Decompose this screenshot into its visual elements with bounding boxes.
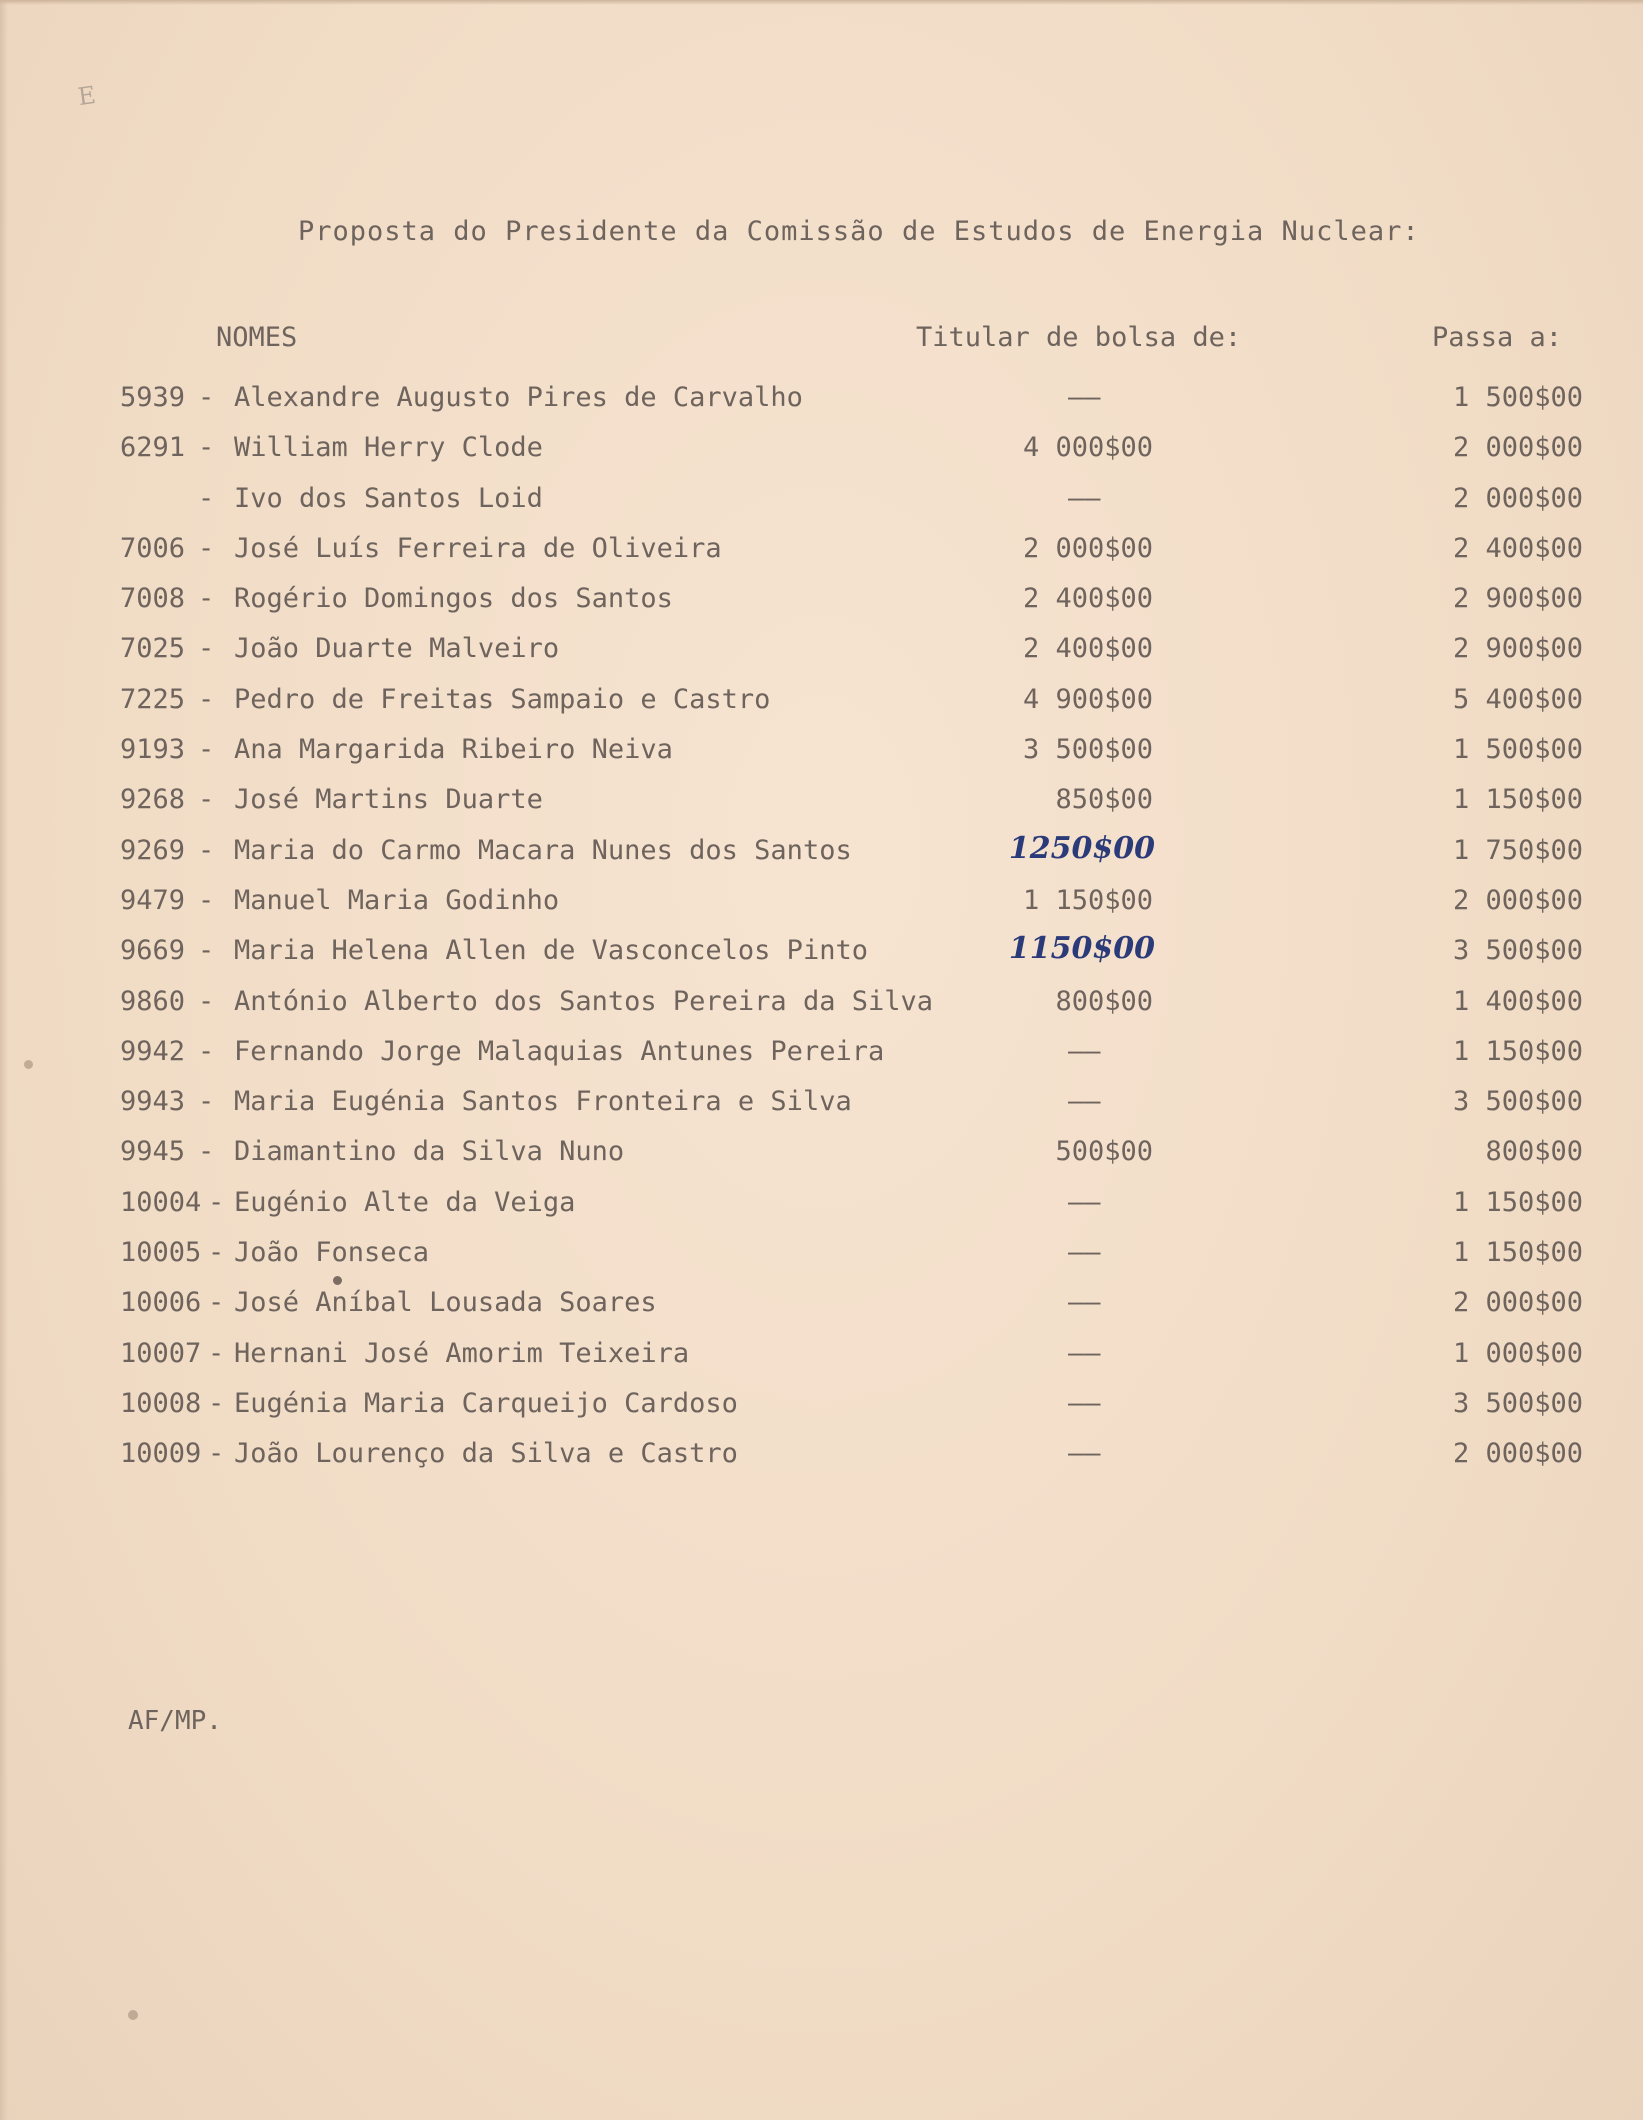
row-titular: 4 000$00 <box>1022 432 1153 464</box>
table-row <box>0 378 1643 428</box>
row-separator: - <box>208 1387 225 1419</box>
row-titular: —— <box>1068 1237 1101 1269</box>
row-passa: 2 000$00 <box>1452 482 1583 514</box>
row-titular: —— <box>1068 1287 1101 1319</box>
row-number: 10006 <box>120 1287 202 1319</box>
table-row <box>0 1334 1643 1384</box>
row-name: Rogério Domingos dos Santos <box>234 583 673 615</box>
table-row <box>0 1434 1643 1484</box>
row-name: Fernando Jorge Malaquias Antunes Pereira <box>234 1035 885 1067</box>
row-titular: —— <box>1068 1086 1101 1118</box>
row-titular: 800$00 <box>1055 985 1153 1017</box>
row-passa: 1 500$00 <box>1452 382 1583 413</box>
row-titular: 3 500$00 <box>1022 734 1153 766</box>
row-separator: - <box>198 784 215 816</box>
scholarship-table <box>0 378 1643 1485</box>
table-row <box>0 479 1643 529</box>
row-passa: 2 900$00 <box>1452 583 1583 615</box>
row-passa: 1 400$00 <box>1452 985 1583 1017</box>
row-number: 9479 <box>120 884 186 916</box>
row-number: 7006 <box>120 532 186 564</box>
row-passa: 1 500$00 <box>1452 734 1583 766</box>
table-row <box>0 579 1643 629</box>
row-number: 9945 <box>120 1136 186 1168</box>
row-name: Eugénio Alte da Veiga <box>234 1186 576 1218</box>
row-number: 9669 <box>120 935 186 967</box>
row-number: 9268 <box>120 784 186 816</box>
row-name: José Luís Ferreira de Oliveira <box>234 532 722 564</box>
row-number: 10005 <box>120 1237 202 1269</box>
page-edge-top <box>0 0 1643 5</box>
row-separator: - <box>198 734 215 766</box>
row-titular: —— <box>1068 1387 1101 1419</box>
row-passa: 3 500$00 <box>1452 935 1583 967</box>
row-number: 9193 <box>120 734 186 766</box>
row-titular: —— <box>1068 1186 1101 1218</box>
row-passa: 1 750$00 <box>1452 834 1583 866</box>
row-name: António Alberto dos Santos Pereira da Silva <box>234 985 933 1017</box>
row-passa: 3 500$00 <box>1452 1086 1583 1118</box>
row-passa: 2 000$00 <box>1452 432 1583 464</box>
row-titular: 500$00 <box>1055 1136 1153 1168</box>
paper-speck <box>24 1060 33 1069</box>
row-separator: - <box>198 884 215 916</box>
row-name: Manuel Maria Godinho <box>234 884 560 916</box>
row-name: Diamantino da Silva Nuno <box>234 1136 625 1168</box>
row-name: Maria Helena Allen de Vasconcelos Pinto <box>234 935 868 967</box>
paper-speck <box>128 2010 138 2020</box>
table-row <box>0 1233 1643 1283</box>
table-row <box>0 931 1643 981</box>
row-name: William Herry Clode <box>234 432 543 464</box>
row-separator: - <box>198 583 215 615</box>
row-separator: - <box>198 633 215 665</box>
row-titular-handwritten: 1250$00 <box>1008 830 1155 866</box>
row-name: Ana Margarida Ribeiro Neiva <box>234 734 673 766</box>
row-number: 7008 <box>120 583 186 615</box>
paper-speck <box>333 1276 342 1285</box>
table-row <box>0 1082 1643 1132</box>
row-name: João Lourenço da Silva e Castro <box>234 1438 738 1470</box>
row-name: Ivo dos Santos Loid <box>234 482 543 514</box>
document-title: Proposta do Presidente da Comissão de Estudos de Energia Nuclear: <box>298 216 1420 247</box>
table-row <box>0 831 1643 881</box>
row-passa: 2 000$00 <box>1452 1438 1583 1470</box>
table-row <box>0 1283 1643 1333</box>
row-number: 10009 <box>120 1438 202 1470</box>
row-number: 5939 <box>120 382 186 413</box>
row-passa: 1 150$00 <box>1452 1186 1583 1218</box>
row-titular: 1 150$00 <box>1022 884 1153 916</box>
table-row <box>0 1032 1643 1082</box>
row-titular: —— <box>1068 382 1101 413</box>
row-titular-handwritten: 1150$00 <box>1008 931 1155 967</box>
row-name: Hernani José Amorim Teixeira <box>234 1337 690 1369</box>
row-titular: 2 400$00 <box>1022 583 1153 615</box>
row-titular: —— <box>1068 1438 1101 1470</box>
row-number: 7225 <box>120 683 186 715</box>
row-number: 10008 <box>120 1387 202 1419</box>
row-name: Eugénia Maria Carqueijo Cardoso <box>234 1387 738 1419</box>
row-number: 10004 <box>120 1186 202 1218</box>
row-name: José Aníbal Lousada Soares <box>234 1287 657 1319</box>
row-titular: 2 000$00 <box>1022 532 1153 564</box>
table-row <box>0 881 1643 931</box>
row-separator: - <box>208 1237 225 1269</box>
row-passa: 2 900$00 <box>1452 633 1583 665</box>
row-name: José Martins Duarte <box>234 784 543 816</box>
row-passa: 1 150$00 <box>1452 784 1583 816</box>
row-number: 7025 <box>120 633 186 665</box>
row-passa: 2 000$00 <box>1452 1287 1583 1319</box>
row-passa: 1 000$00 <box>1452 1337 1583 1369</box>
row-passa: 1 150$00 <box>1452 1237 1583 1269</box>
row-separator: - <box>198 482 215 514</box>
table-row <box>0 730 1643 780</box>
row-number: 6291 <box>120 432 186 464</box>
row-passa: 1 150$00 <box>1452 1035 1583 1067</box>
row-separator: - <box>198 985 215 1017</box>
row-separator: - <box>198 1086 215 1118</box>
row-titular: 4 900$00 <box>1022 683 1153 715</box>
row-titular: 850$00 <box>1055 784 1153 816</box>
row-titular: 2 400$00 <box>1022 633 1153 665</box>
row-passa: 2 000$00 <box>1452 884 1583 916</box>
row-name: Maria Eugénia Santos Fronteira e Silva <box>234 1086 852 1118</box>
row-titular: —— <box>1068 482 1101 514</box>
row-passa: 800$00 <box>1485 1136 1583 1168</box>
row-number: 9942 <box>120 1035 186 1067</box>
row-name: Pedro de Freitas Sampaio e Castro <box>234 683 771 715</box>
row-number: 9269 <box>120 834 186 866</box>
table-row <box>0 529 1643 579</box>
table-row <box>0 629 1643 679</box>
row-separator: - <box>208 1337 225 1369</box>
footer-initials: AF/MP. <box>128 1706 222 1736</box>
row-separator: - <box>198 532 215 564</box>
column-header-passa: Passa a: <box>1432 322 1563 353</box>
row-separator: - <box>208 1438 225 1470</box>
row-titular: —— <box>1068 1337 1101 1369</box>
row-passa: 5 400$00 <box>1452 683 1583 715</box>
table-row <box>0 982 1643 1032</box>
table-row <box>0 1132 1643 1182</box>
row-number: 9943 <box>120 1086 186 1118</box>
corner-pencil-mark: E <box>76 80 98 112</box>
table-row <box>0 680 1643 730</box>
table-row <box>0 1384 1643 1434</box>
row-separator: - <box>198 1136 215 1168</box>
row-separator: - <box>198 382 215 413</box>
row-passa: 3 500$00 <box>1452 1387 1583 1419</box>
row-titular: —— <box>1068 1035 1101 1067</box>
row-separator: - <box>198 834 215 866</box>
row-separator: - <box>198 432 215 464</box>
column-header-names: NOMES <box>216 322 298 353</box>
table-row <box>0 780 1643 830</box>
row-name: João Duarte Malveiro <box>234 633 560 665</box>
row-number: 10007 <box>120 1337 202 1369</box>
row-number: 9860 <box>120 985 186 1017</box>
table-row <box>0 1183 1643 1233</box>
row-name: João Fonseca <box>234 1237 430 1269</box>
row-separator: - <box>208 1186 225 1218</box>
row-passa: 2 400$00 <box>1452 532 1583 564</box>
row-separator: - <box>198 683 215 715</box>
row-separator: - <box>198 935 215 967</box>
column-header-titular: Titular de bolsa de: <box>916 322 1242 353</box>
row-separator: - <box>208 1287 225 1319</box>
row-separator: - <box>198 1035 215 1067</box>
row-name: Maria do Carmo Macara Nunes dos Santos <box>234 834 852 866</box>
row-name: Alexandre Augusto Pires de Carvalho <box>234 382 803 413</box>
table-row <box>0 428 1643 478</box>
